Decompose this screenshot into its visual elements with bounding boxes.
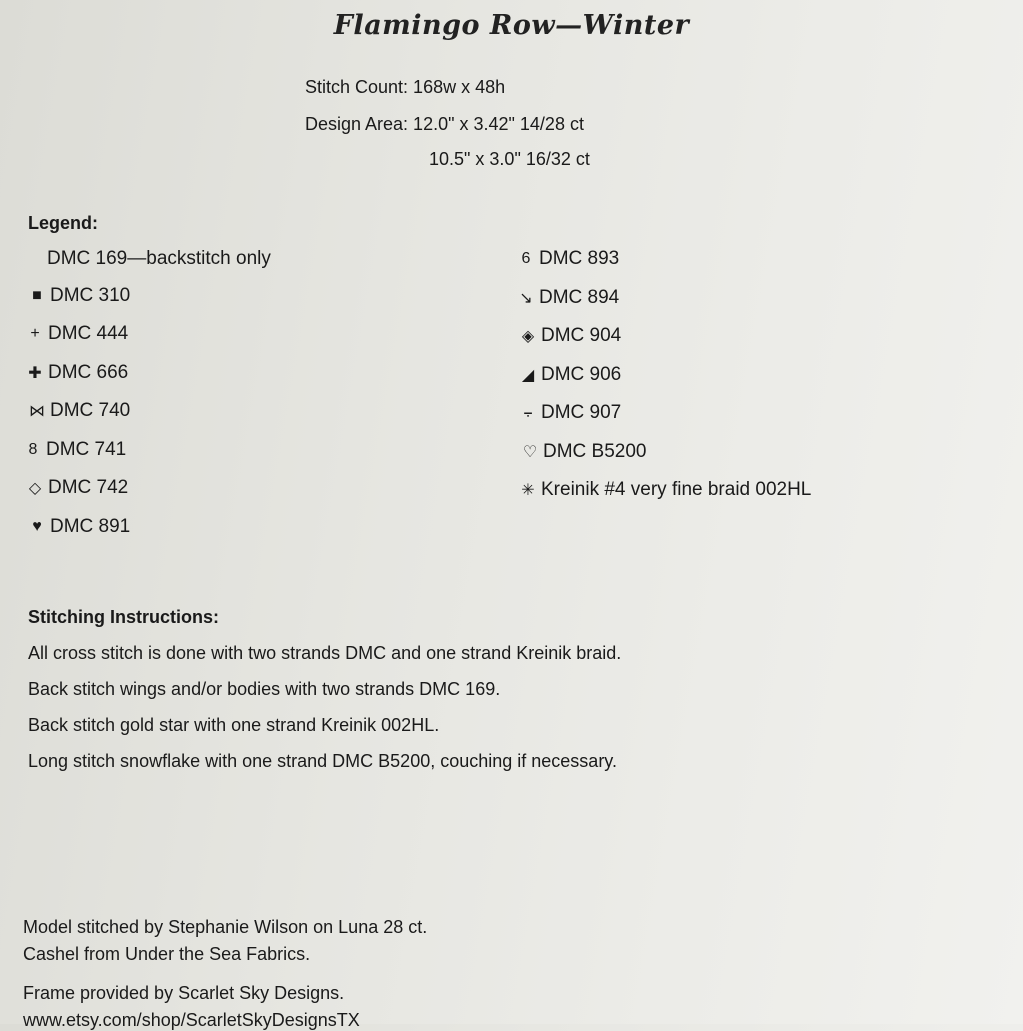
plus-icon: + xyxy=(30,325,40,342)
legend-item-label: DMC 169—backstitch only xyxy=(47,248,271,269)
legend-item-label: DMC 906 xyxy=(541,364,622,385)
legend-item-label: DMC 310 xyxy=(50,285,131,306)
diagonal-arrow-icon: ↘ xyxy=(519,290,533,307)
page-title: Flamingo Row—Winter xyxy=(333,10,690,41)
legend-item-label: Kreinik #4 very fine braid 002HL xyxy=(541,479,812,500)
legend-item-label: DMC 444 xyxy=(48,323,129,344)
bowtie-icon: ⋈ xyxy=(29,403,45,420)
figure-eight-icon: 8 xyxy=(28,441,38,458)
credit-line: Cashel from Under the Sea Fabrics. xyxy=(23,944,311,964)
legend-item xyxy=(517,287,619,309)
legend-item xyxy=(26,323,128,345)
legend-item-label: DMC 742 xyxy=(48,477,129,498)
legend-item-label: DMC 904 xyxy=(541,325,622,346)
legend-item-label: DMC 741 xyxy=(46,439,127,460)
bold-plus-icon: ✚ xyxy=(28,365,42,382)
stitch-count: Stitch Count: 168w x 48h xyxy=(305,77,506,97)
legend-item xyxy=(26,477,128,499)
design-area-primary: Design Area: 12.0" x 3.42" 14/28 ct xyxy=(305,114,584,134)
heart-filled-icon: ♥ xyxy=(32,518,42,535)
legend-item xyxy=(517,248,619,270)
legend-item xyxy=(28,285,130,307)
instruction-line: Long stitch snowflake with one strand DMC B5200, couching if necessary. xyxy=(28,751,617,771)
legend-heading: Legend: xyxy=(28,213,98,233)
legend-item-label: DMC 893 xyxy=(539,248,620,269)
legend-item xyxy=(519,402,621,424)
shop-url: www.etsy.com/shop/ScarletSkyDesignsTX xyxy=(23,1010,360,1030)
instruction-line: Back stitch wings and/or bodies with two strands DMC 169. xyxy=(28,679,501,699)
asterisk-icon: ✳ xyxy=(521,482,535,499)
legend-item xyxy=(519,479,811,501)
heart-outline-icon: ♡ xyxy=(522,444,538,461)
legend-item-label: DMC 666 xyxy=(48,362,129,383)
minus-dot-icon: ⨪ xyxy=(523,404,533,421)
credit-line: Frame provided by Scarlet Sky Designs. xyxy=(23,983,345,1003)
legend-item-label: DMC 740 xyxy=(50,400,131,421)
legend-item xyxy=(28,400,130,422)
legend-item xyxy=(519,325,621,347)
legend-item-label: DMC 891 xyxy=(50,516,131,537)
design-area-secondary: 10.5" x 3.0" 16/32 ct xyxy=(429,149,590,169)
legend-item xyxy=(519,364,621,386)
half-diamond-icon: ◈ xyxy=(521,328,535,345)
legend-item xyxy=(521,441,647,463)
filled-square-icon: ■ xyxy=(32,287,42,304)
legend-item-label: DMC 907 xyxy=(541,402,622,423)
legend-item-label: DMC 894 xyxy=(539,287,620,308)
diamond-outline-icon: ◇ xyxy=(28,480,42,497)
legend-item xyxy=(26,362,128,384)
legend-item xyxy=(47,248,271,270)
quarter-arc-icon: ◢ xyxy=(521,367,535,384)
instruction-line: Back stitch gold star with one strand Kreinik 002HL. xyxy=(28,715,440,735)
legend-item xyxy=(24,439,126,461)
instructions-heading: Stitching Instructions: xyxy=(28,607,219,627)
credit-line: Model stitched by Stephanie Wilson on Luna 28 ct. xyxy=(23,917,428,937)
legend-item xyxy=(28,516,130,538)
six-icon: 6 xyxy=(521,250,531,267)
instruction-line: All cross stitch is done with two strands DMC and one strand Kreinik braid. xyxy=(28,643,622,663)
legend-item-label: DMC B5200 xyxy=(543,441,647,462)
